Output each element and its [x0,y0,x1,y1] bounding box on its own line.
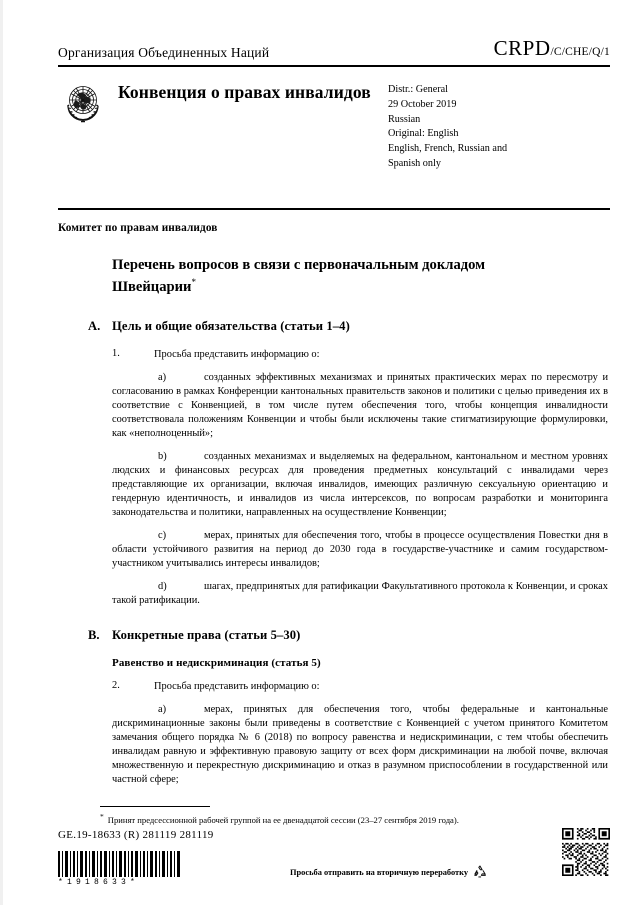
distribution-block [388,77,588,172]
section-heading-b [88,628,610,643]
document-symbol-suffix: /C/CHE/Q/1 [550,46,610,58]
distribution-line: 29 October 2019 [388,98,457,110]
subparagraph-text: созданных эффективных механизмах и принятых практических мерах по пересмотру и согласованию в рамках Конференции кантональных правительств законов и политики с целью приведения их в соответствие с Конвенцией, в том числе путем обеспечения того, чтобы концепция инвалидности соответствовала положениям Конвенции и чтобы были исключены такие стигматизирующие формулировки, как «неполноценный»; [112,372,608,439]
section-title: Цель и общие обязательства (статьи 1–4) [112,319,350,334]
subparagraph-label: d) [158,580,167,592]
masthead-body-row [58,77,610,172]
section-title: Конкретные права (статьи 5–30) [112,627,301,642]
header-divider [58,208,610,210]
barcode-digits: *1918633* [58,878,140,887]
un-emblem-icon [58,78,108,128]
subparagraph-label: c) [158,529,167,541]
page-edge [0,0,3,905]
page-title [112,256,542,297]
ge-reference: GE.19-18633 (R) 281119 281119 [58,829,214,841]
page-title-text: Перечень вопросов в связи с первоначальным докладом Швейцарии [112,257,486,295]
section-heading-a [88,319,610,334]
paragraph-lead: Просьба представить информацию о: [154,680,320,692]
barcode-icon [58,851,183,877]
recycle-note-text: Просьба отправить на вторичную переработку [290,867,469,877]
emblem-container [58,77,116,172]
footnote-mark: * [100,812,104,821]
masthead [58,36,610,172]
subparagraph-text: созданных механизмах и выделяемых на федеральном, кантональном и местном уровнях людских и финансовых ресурсах для проведения предметных консультаций с инвалидами через представляющие их организации, включая инвалидов, имеющих различную сексуальную ориентацию и гендерную идентичность, и инвалидов из числа интерсексов, по вопросам разработки и мониторинга законодательства и политики, направленных на осуществление Конвенции; [112,450,608,518]
distribution-line: Distr.: General [388,84,448,95]
qr-code-icon [562,828,610,876]
document-content [58,222,610,796]
distribution-line: English, French, Russian and [388,143,508,155]
convention-title: Конвенция о правах инвалидов [118,82,371,102]
subparagraph-label: a) [158,703,167,715]
subparagraph-1c [112,529,608,571]
distribution-line: Original: English [388,128,459,140]
document-symbol-main: CRPD [493,36,551,60]
paragraph-2 [112,680,610,694]
section-letter: A. [88,319,101,334]
paragraph-number: 2. [112,679,120,691]
paragraph-lead: Просьба представить информацию о: [154,349,320,361]
masthead-divider [58,65,610,67]
footnote-divider [100,806,210,807]
barcode-container [58,851,183,887]
recycle-icon [472,864,488,880]
paragraph-1 [112,348,610,362]
subparagraph-2a [112,703,608,787]
paragraph-number: 1. [112,348,120,360]
subsection-title: Равенство и недискриминация (статья 5) [112,656,321,669]
footnote-text: Принят предсессионной рабочей группой на ее двенадцатой сессии (23–27 сентября 2019 года). [107,814,459,825]
subparagraph-1b [112,450,608,520]
subparagraph-1d [112,580,608,608]
subparagraph-label: a) [158,372,167,384]
distribution-line: Russian [388,113,421,125]
title-footnote-mark: * [191,276,196,287]
committee-name: Комитет по правам инвалидов [58,222,218,234]
masthead-top-row [58,36,610,62]
organization-name: Организация Объединенных Наций [58,45,270,61]
subparagraph-1a [112,371,608,441]
document-symbol [494,36,610,62]
subparagraph-label: b) [158,450,167,462]
subparagraph-text: мерах, принятых для обеспечения того, чтобы федеральные и кантональные дискриминационные законы были приведены в соответствие с Конвенцией с учетом принятого Комитетом замечания общего порядка № 6 (2018) по вопросу равенства и недискриминации, с тем чтобы обеспечить инвалидам равную и эффективную правовую защиту от всех форм дискриминации на любой почве, включая множественную и перекрестную дискриминацию и отказ в разумном приспособлении в государственной или частной сфере; [112,703,608,785]
footnote [100,812,610,826]
subparagraph-text: мерах, принятых для обеспечения того, чтобы в процессе осуществления Повестки дня в области устойчивого развития на период до 2030 года в государстве-участнике и самим государством-участником учитывались интересы инвалидов; [112,529,608,569]
section-letter: B. [88,627,100,642]
distribution-line: Spanish only [388,157,441,169]
recycle-note [290,864,488,880]
subparagraph-text: шагах, предпринятых для ратификации Факультативного протокола к Конвенции, и сроках такой ратификации. [112,580,608,606]
